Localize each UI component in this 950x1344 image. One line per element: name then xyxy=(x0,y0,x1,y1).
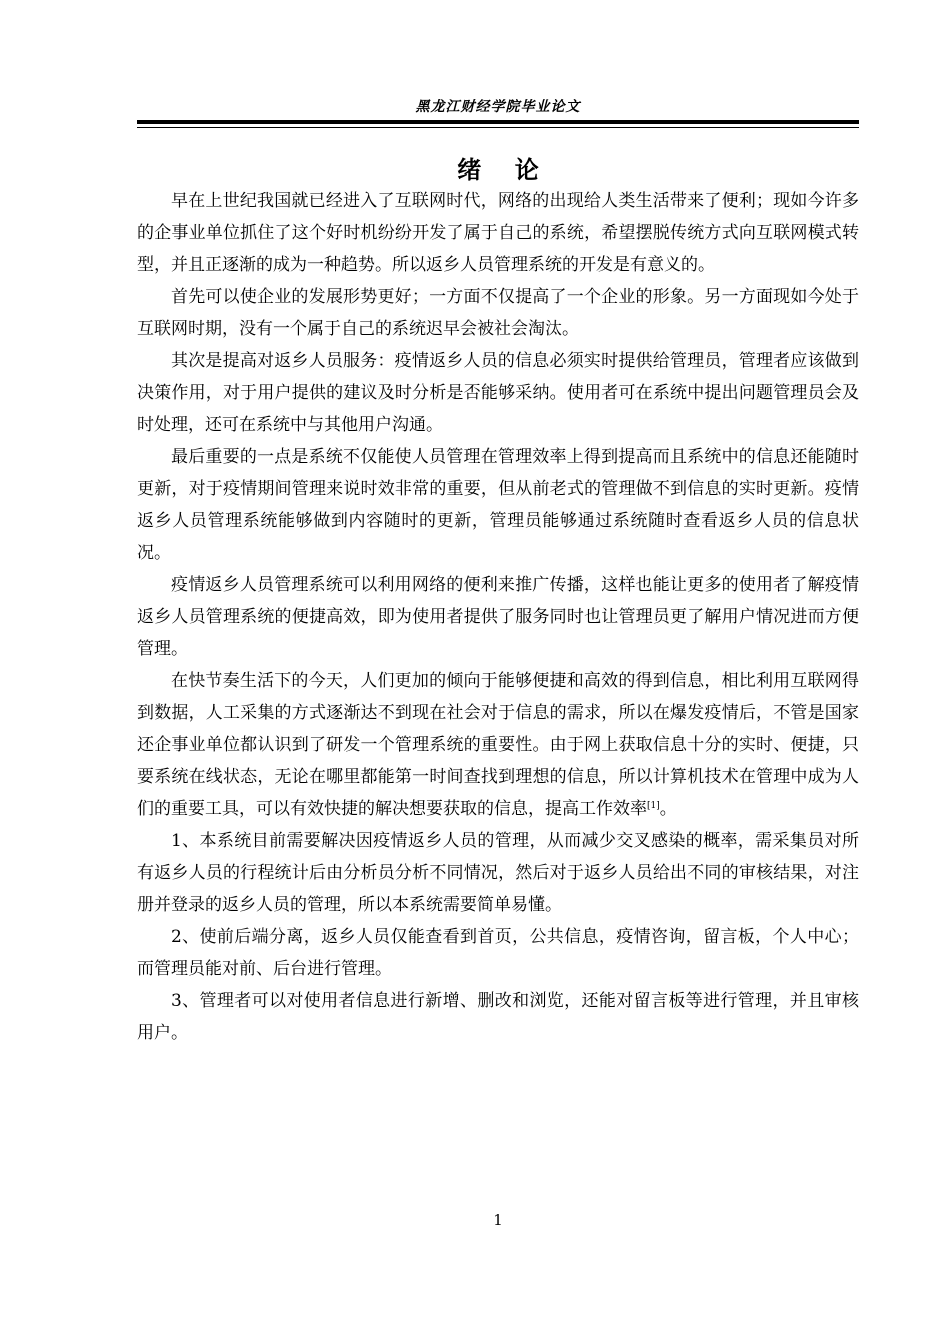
citation-reference: [1] xyxy=(647,801,660,811)
body-text xyxy=(137,185,859,1049)
paragraph: 早在上世纪我国就已经进入了互联网时代，网络的出现给人类生活带来了便利；现如今许多的企事业单位抓住了这个好时机纷纷开发了属于自己的系统，希望摆脱传统方式向互联网模式转型，并且正逐渐的成为一种趋势。所以返乡人员管理系统的开发是有意义的。 xyxy=(137,191,859,275)
paragraph: 首先可以使企业的发展形势更好；一方面不仅提高了一个企业的形象。另一方面现如今处于互联网时期，没有一个属于自己的系统迟早会被社会淘汰。 xyxy=(137,287,859,339)
paragraph-text: 在快节奏生活下的今天，人们更加的倾向于能够便捷和高效的得到信息，相比利用互联网得到数据，人工采集的方式逐渐达不到现在社会对于信息的需求，所以在爆发疫情后，不管是国家还企事业单位都认识到了研发一个管理系统的重要性。由于网上获取信息十分的实时、便捷，只要系统在线状态，无论在哪里都能第一时间查找到理想的信息，所以计算机技术在管理中成为人们的重要工具，可以有效快捷的解决想要获取的信息，提高工作效率 xyxy=(137,671,859,819)
header-rule-thick xyxy=(137,120,859,124)
paragraph: 3、管理者可以对使用者信息进行新增、删改和浏览，还能对留言板等进行管理，并且审核用户。 xyxy=(137,991,859,1043)
paragraph: 其次是提高对返乡人员服务：疫情返乡人员的信息必须实时提供给管理员，管理者应该做到决策作用，对于用户提供的建议及时分析是否能够采纳。使用者可在系统中提出问题管理员会及时处理，还可在系统中与其他用户沟通。 xyxy=(137,351,859,435)
page-number: 1 xyxy=(493,1211,503,1229)
paragraph: 1、本系统目前需要解决因疫情返乡人员的管理，从而减少交叉感染的概率，需采集员对所有返乡人员的行程统计后由分析员分析不同情况，然后对于返乡人员给出不同的审核结果，对注册并登录的返乡人员的管理，所以本系统需要简单易懂。 xyxy=(137,831,859,915)
paragraph-tail: 。 xyxy=(659,799,677,819)
paragraph: 疫情返乡人员管理系统可以利用网络的便利来推广传播，这样也能让更多的使用者了解疫情返乡人员管理系统的便捷高效，即为使用者提供了服务同时也让管理员更了解用户情况进而方便管理。 xyxy=(137,575,859,659)
paragraph: 最后重要的一点是系统不仅能使人员管理在管理效率上得到提高而且系统中的信息还能随时更新，对于疫情期间管理来说时效非常的重要，但从前老式的管理做不到信息的实时更新。疫情返乡人员管理系统能够做到内容随时的更新，管理员能够通过系统随时查看返乡人员的信息状况。 xyxy=(137,447,859,563)
paragraph: 2、使前后端分离，返乡人员仅能查看到首页，公共信息，疫情咨询，留言板，个人中心；而管理员能对前、后台进行管理。 xyxy=(137,927,859,979)
header-rule-thin xyxy=(137,127,859,128)
chapter-heading: 绪 论 xyxy=(457,156,539,184)
paragraph-with-citation xyxy=(137,665,859,825)
running-header: 黑龙江财经学院毕业论文 xyxy=(415,99,581,115)
